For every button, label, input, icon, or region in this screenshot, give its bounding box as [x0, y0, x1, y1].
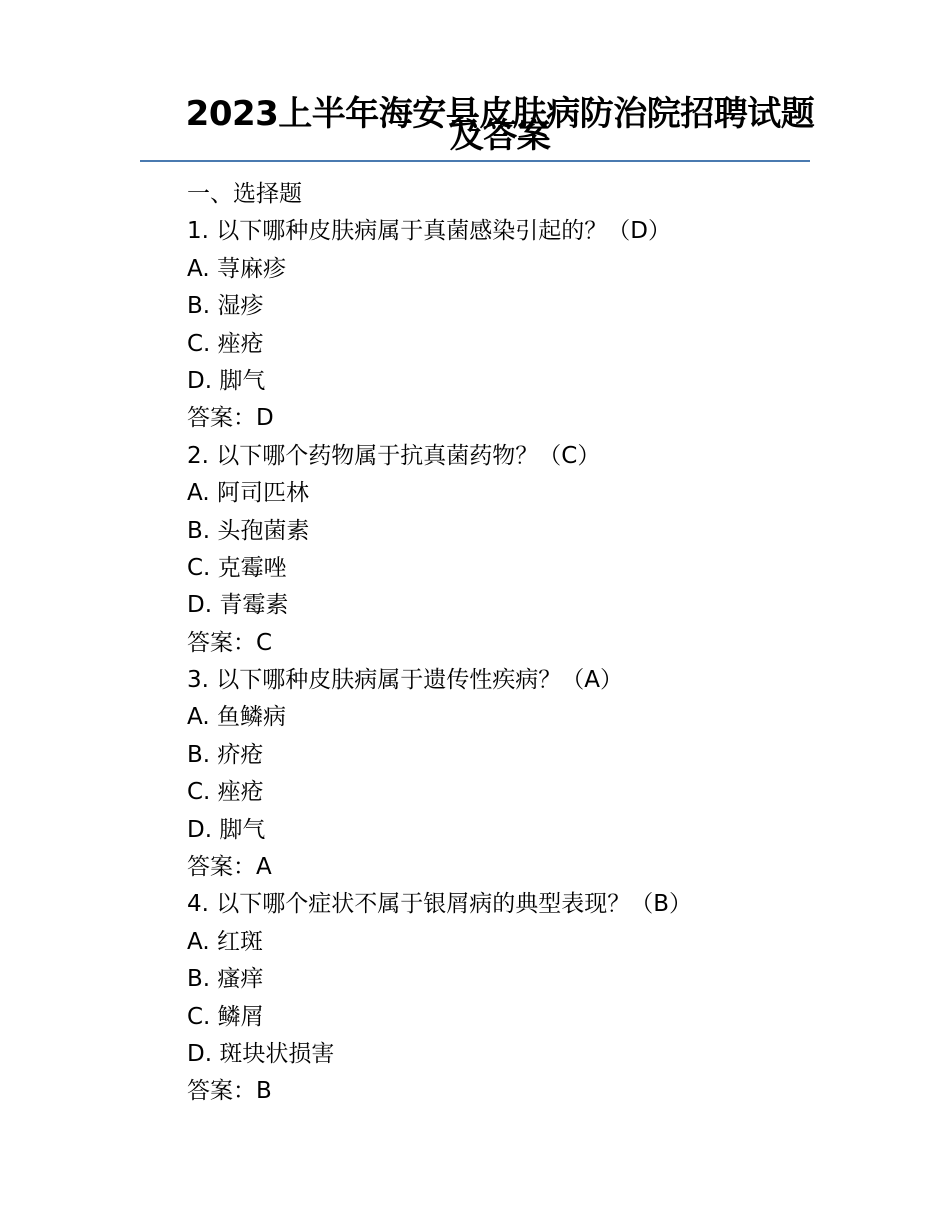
q2-option-d: D. 青霉素 — [187, 592, 289, 619]
q2-option-a: A. 阿司匹林 — [187, 480, 309, 507]
q2-option-b: B. 头孢菌素 — [187, 517, 310, 544]
title-underline — [140, 160, 810, 162]
question-1: 1. 以下哪种皮肤病属于真菌感染引起的？（D） — [187, 218, 671, 245]
q4-option-a: A. 红斑 — [187, 928, 263, 955]
q3-option-d: D. 脚气 — [187, 816, 266, 843]
section-heading: 一、选择题 — [187, 181, 302, 207]
q2-answer: 答案：C — [187, 629, 273, 656]
document-title: 2023上半年海安县皮肤病防治院招聘试题及答案 — [185, 94, 815, 156]
q3-option-b: B. 疥疮 — [187, 741, 264, 768]
question-2: 2. 以下哪个药物属于抗真菌药物？（C） — [187, 442, 601, 469]
q4-option-b: B. 瘙痒 — [187, 966, 264, 993]
q4-answer: 答案：B — [187, 1078, 272, 1105]
q1-option-a: A. 荨麻疹 — [187, 255, 286, 282]
q2-option-c: C. 克霉唑 — [187, 554, 287, 581]
q1-option-b: B. 湿疹 — [187, 293, 264, 320]
q4-option-c: C. 鳞屑 — [187, 1003, 264, 1030]
q4-option-d: D. 斑块状损害 — [187, 1040, 335, 1067]
question-3: 3. 以下哪种皮肤病属于遗传性疾病？（A） — [187, 667, 623, 694]
q1-option-c: C. 痤疮 — [187, 330, 264, 357]
q3-option-a: A. 鱼鳞病 — [187, 704, 286, 731]
q3-option-c: C. 痤疮 — [187, 779, 264, 806]
q1-answer: 答案：D — [187, 405, 274, 432]
q3-answer: 答案：A — [187, 854, 272, 881]
question-4: 4. 以下哪个症状不属于银屑病的典型表现？（B） — [187, 891, 693, 918]
question-list — [187, 176, 827, 1111]
q1-option-d: D. 脚气 — [187, 367, 266, 394]
